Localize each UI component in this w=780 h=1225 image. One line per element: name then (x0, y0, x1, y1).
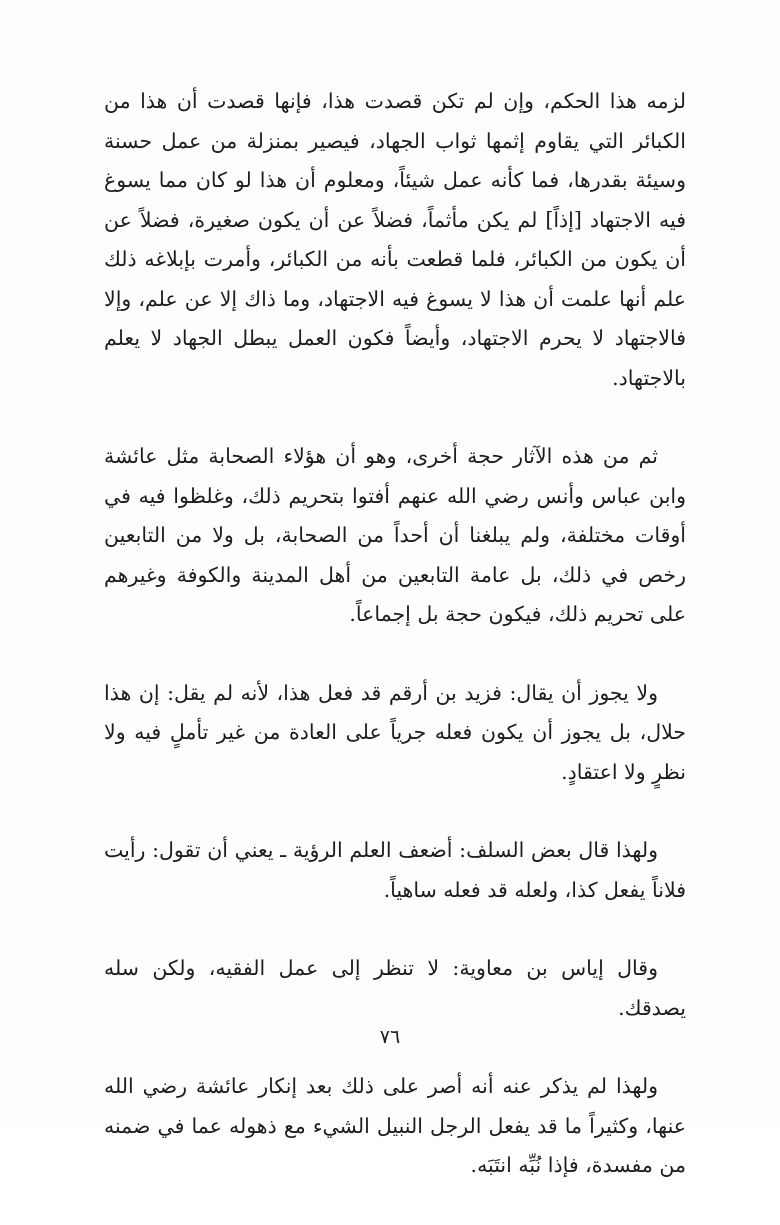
paragraph-6: ولهذا لم يذكر عنه أنه أصر على ذلك بعد إنكار عائشة رضي الله عنها، وكثيراً ما قد يفعل الرجل النبيل الشيء مع ذهوله عما في ضمنه من مفسدة، فإذا نُبِّه انتَبَه. (104, 1074, 686, 1177)
paragraph-4: ولهذا قال بعض السلف: أضعف العلم الرؤية ـ يعني أن تقول: رأيت فلاناً يفعل كذا، ولعله قد فعله ساهياً. (104, 838, 686, 902)
paragraph-5: وقال إياس بن معاوية: لا تنظر إلى عمل الفقيه، ولكن سله يصدقك. (104, 956, 686, 1020)
page-number: ٧٦ (379, 1026, 401, 1048)
page-body-text (104, 82, 686, 1225)
paragraph-1: لزمه هذا الحكم، وإن لم تكن قصدت هذا، فإنها قصدت أن هذا من الكبائر التي يقاوم إثمها ثواب الجهاد، فيصير بمنزلة من عمل حسنة وسيئة بقدرها، فما كأنه عمل شيئاً، ومعلوم أن هذا لو كان مما يسوغ فيه الاجتهاد [إذاً] لم يكن مأثماً، فضلاً عن أن يكون صغيرة، فضلاً عن أن يكون من الكبائر، فلما قطعت بأنه من الكبائر، وأمرت بإبلاغه ذلك علم أنها علمت أن هذا لا يسوغ فيه الاجتهاد، وما ذاك إلا عن علم، وإلا فالاجتهاد لا يحرم الاجتهاد، وأيضاً فكون العمل يبطل الجهاد لا يعلم بالاجتهاد. (104, 89, 686, 390)
paragraph-2: ثم من هذه الآثار حجة أخرى، وهو أن هؤلاء الصحابة مثل عائشة وابن عباس وأنس رضي الله عنهم أفتوا بتحريم ذلك، وغلظوا فيه في أوقات مختلفة، ولم يبلغنا أن أحداً من الصحابة، بل ولا من التابعين رخص في ذلك، بل عامة التابعين من أهل المدينة والكوفة وغيرهم على تحريم ذلك، فيكون حجة بل إجماعاً. (104, 444, 686, 626)
paragraph-3: ولا يجوز أن يقال: فزيد بن أرقم قد فعل هذا، لأنه لم يقل: إن هذا حلال، بل يجوز أن يكون فعله جرياً على العادة من غير تأملٍ فيه ولا نظرٍ ولا اعتقادٍ. (104, 680, 686, 784)
